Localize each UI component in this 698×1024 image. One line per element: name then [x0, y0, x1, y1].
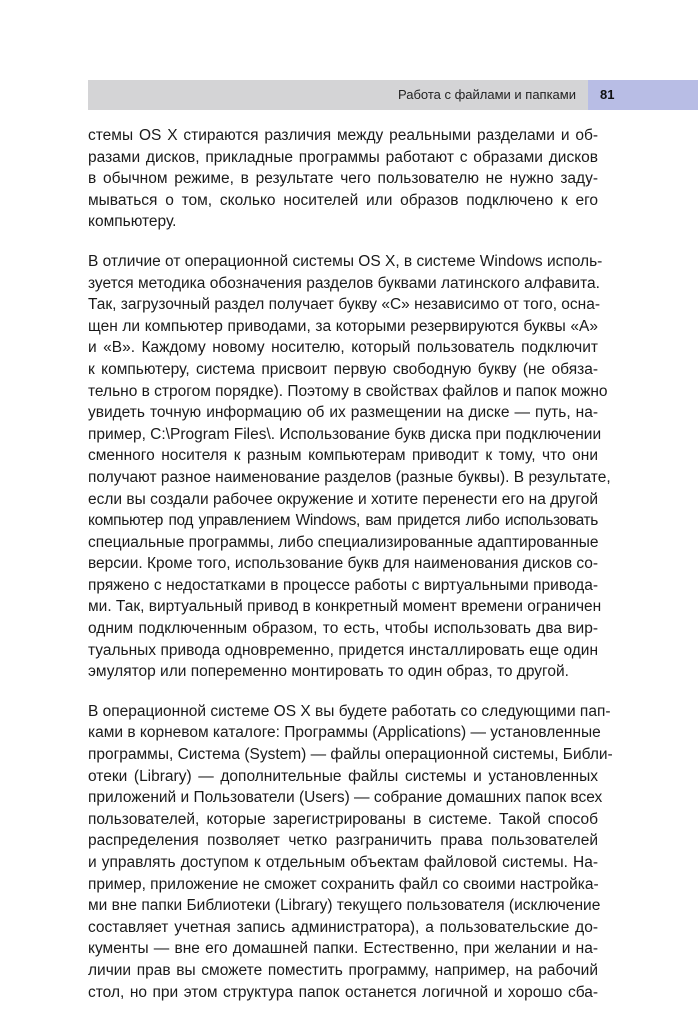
text-line: приложений и Пользователи (Users) — собрание домашних папок всех — [88, 789, 603, 807]
text-line: В операционной системе OS X вы будете работать со следующими пап- — [88, 702, 611, 720]
text-line: специальные программы, либо специализированные адаптированные — [88, 533, 599, 551]
text-line: мываться о том, сколько носителей или образов подключено к его — [88, 191, 598, 209]
text-line: ми. Так, виртуальный привод в конкретный момент времени ограничен — [88, 598, 602, 616]
text-line: и «B». Каждому новому носителю, который пользователь подключит — [88, 339, 598, 357]
text-line: увидеть точную информацию об их размещении на диске — путь, на- — [88, 404, 598, 422]
paragraph — [88, 125, 598, 233]
text-line: стол, но при этом структура папок останется логичной и хорошо сба- — [88, 983, 598, 1001]
text-line: компьютер под управлением Windows, вам придется либо использовать — [88, 512, 598, 530]
text-line: распределения позволяет четко разграничить права пользователей — [88, 832, 598, 850]
text-line: если вы создали рабочее окружение и хотите перенести его на другой — [88, 490, 598, 508]
text-line: ми вне папки Библиотеки (Library) текущего пользователя (исключение — [88, 897, 601, 915]
text-line: и управлять доступом к отдельным объектам файловой системы. На- — [88, 854, 598, 871]
text-line: к компьютеру, система присвоит первую свободную букву (не обяза- — [88, 360, 598, 378]
text-line: В отличие от операционной системы OS X, в системе Windows исполь- — [88, 252, 603, 270]
text-line: эмулятор или попеременно монтировать то один образ, то другой. — [88, 663, 569, 681]
paragraph — [88, 251, 611, 683]
text-line: щен ли компьютер приводами, за которыми резервируются буквы «A» — [88, 317, 598, 335]
text-line: стемы OS X стираются различия между реальными разделами и об- — [88, 127, 598, 144]
text-line: компьютеру. — [88, 213, 177, 231]
text-line: отеки (Library) — дополнительные файлы системы и установленных — [88, 767, 598, 785]
text-line: туальных привода одновременно, придется инсталлировать еще один — [88, 641, 598, 659]
text-line: пользователей, которые зарегистрированы в системе. Такой способ — [88, 810, 598, 828]
text-line: ками в корневом каталоге: Программы (Applications) — установленные — [88, 724, 601, 742]
text-line: тельно в строгом порядке). Поэтому в свойствах файлов и папок можно — [88, 382, 608, 400]
paragraph — [88, 701, 613, 1003]
page-number: 81 — [600, 87, 615, 102]
text-line: в обычном режиме, в результате чего пользователю не нужно заду- — [88, 170, 598, 188]
text-line: составляет учетная запись администратора), а пользовательские до- — [88, 918, 598, 936]
body-text — [88, 125, 613, 1021]
text-line: пример, приложение не сможет сохранить файл со своими настройка- — [88, 875, 599, 893]
text-line: пряжено с недостатками в процессе работы с виртуальными привода- — [88, 576, 598, 594]
text-line: личии прав вы сможете поместить программу, например, на рабочий — [88, 961, 598, 979]
text-line: пример, C:\Program Files\. Использование букв диска при подключении — [88, 425, 602, 443]
text-line: сменного носителя к разным компьютерам приводит к тому, что они — [88, 447, 598, 465]
text-line: версии. Кроме того, использование букв для наименования дисков со- — [88, 555, 599, 573]
text-line: зуется методика обозначения разделов буквами латинского алфавита. — [88, 274, 600, 292]
text-line: кументы — вне его домашней папки. Естественно, при желании и на- — [88, 940, 598, 958]
running-header — [88, 80, 588, 110]
text-line: Так, загрузочный раздел получает букву «C» независимо от того, осна- — [88, 296, 601, 314]
page-number-tab — [588, 80, 698, 110]
text-line: разами дисков, прикладные программы работают с образами дисков — [88, 148, 598, 166]
running-header-title: Работа с файлами и папками — [397, 87, 576, 102]
text-line: получают разное наименование разделов (разные буквы). В результате, — [88, 468, 611, 486]
text-line: одним подключенным образом, то есть, чтобы использовать два вир- — [88, 620, 598, 638]
text-line: программы, Система (System) — файлы операционной системы, Библи- — [88, 746, 613, 764]
